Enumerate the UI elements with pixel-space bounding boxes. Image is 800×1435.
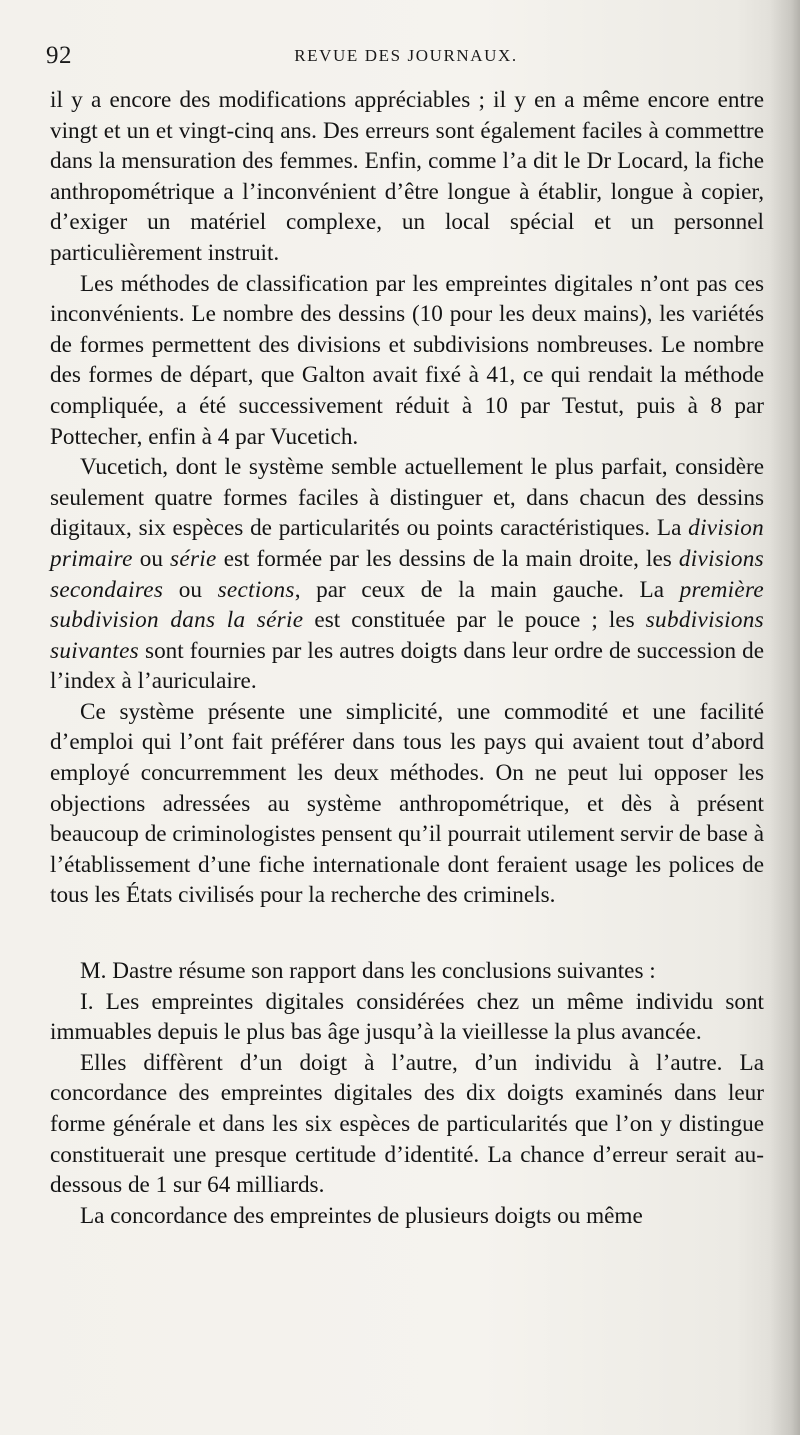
paragraph-conclusions-intro: M. Dastre résume son rapport dans les conclusions suivantes :: [80, 958, 656, 985]
paragraph-continued: il y a encore des modifications appréciables ; il y en a même encore entre vingt et un et vingt-cinq ans. Des erreurs sont également faciles à commettre dans la mensuration des femmes. Enfin, comme l’a dit le Dr Locard, la fiche anthropométrique a l’inconvénient d’être longue à établir, longue à copier, d’exiger un matériel complexe, un local spécial et un personnel particulièrement instruit.: [50, 87, 764, 266]
paragraph-concordance: La concordance des empreintes de plusieurs doigts ou même: [80, 1202, 643, 1229]
italic-term: divisions secondaires: [50, 545, 764, 603]
italic-term: première subdivision dans la série: [50, 576, 765, 634]
page-number: 92: [46, 42, 72, 69]
paragraph-vucetich-system: Vucetich, dont le système semble actuellement le plus parfait, considère seulement quatre formes faciles à distinguer et, dans chacun des dessins digitaux, six espèces de particularités ou points caractéristiques. La division primaire ou série est formée par les dessins de la main droite, les divisions secondaires ou sections, par ceux de la main gauche. La première subdivision dans la série est constituée par le pouce ; les subdivisions suivantes sont fournies par les autres doigts dans leur ordre de succession de l’index à l’auriculaire.: [50, 454, 765, 695]
paragraph-conclusion-one: I. Les empreintes digitales considérées chez un même individu sont immuables depuis le plus bas âge jusqu’à la vieillesse la plus avancée.: [50, 988, 764, 1046]
page-edge-shadow: [770, 0, 800, 1435]
running-head: REVUE DES JOURNAUX.: [294, 46, 518, 65]
page-header: [46, 42, 766, 76]
italic-term: série: [170, 545, 217, 572]
paragraph-system-advantages: Ce système présente une simplicité, une commodité et une facilité d’emploi qui l’ont fait préférer dans tous les pays qui avaient tout d’abord employé concurremment les deux méthodes. On ne peut lui opposer les objections adressées au système anthropométrique, et dès à présent beaucoup de criminologistes pensent qu’il pourrait utilement servir de base à l’établissement d’une fiche internationale dont feraient usage les polices de tous les États civilisés pour la recherche des criminels.: [50, 698, 764, 909]
paragraph-classification-methods: Les méthodes de classification par les empreintes digitales n’ont pas ces inconvénients. Le nombre des dessins (10 pour les deux mains), les variétés de formes permettent des divisions et subdivisions nombreuses. Le nombre des formes de départ, que Galton avait fixé à 41, ce qui rendait la méthode compliquée, a été successivement réduit à 10 par Testut, puis à 8 par Pottecher, enfin à 4 par Vucetich.: [50, 270, 764, 450]
italic-term: division primaire: [50, 515, 764, 572]
body-text: [50, 85, 764, 1231]
italic-term: subdivisions suivantes: [50, 607, 764, 664]
italic-term: sections: [217, 576, 295, 603]
paragraph-fingerprint-differences: Elles diffèrent d’un doigt à l’autre, d’un individu à l’autre. La concordance des empreintes digitales des dix doigts examinés dans leur forme générale et dans les six espèces de particularités que l’on y distingue constituerait une presque certitude d’identité. La chance d’erreur serait au-dessous de 1 sur 64 milliards.: [50, 1049, 764, 1199]
